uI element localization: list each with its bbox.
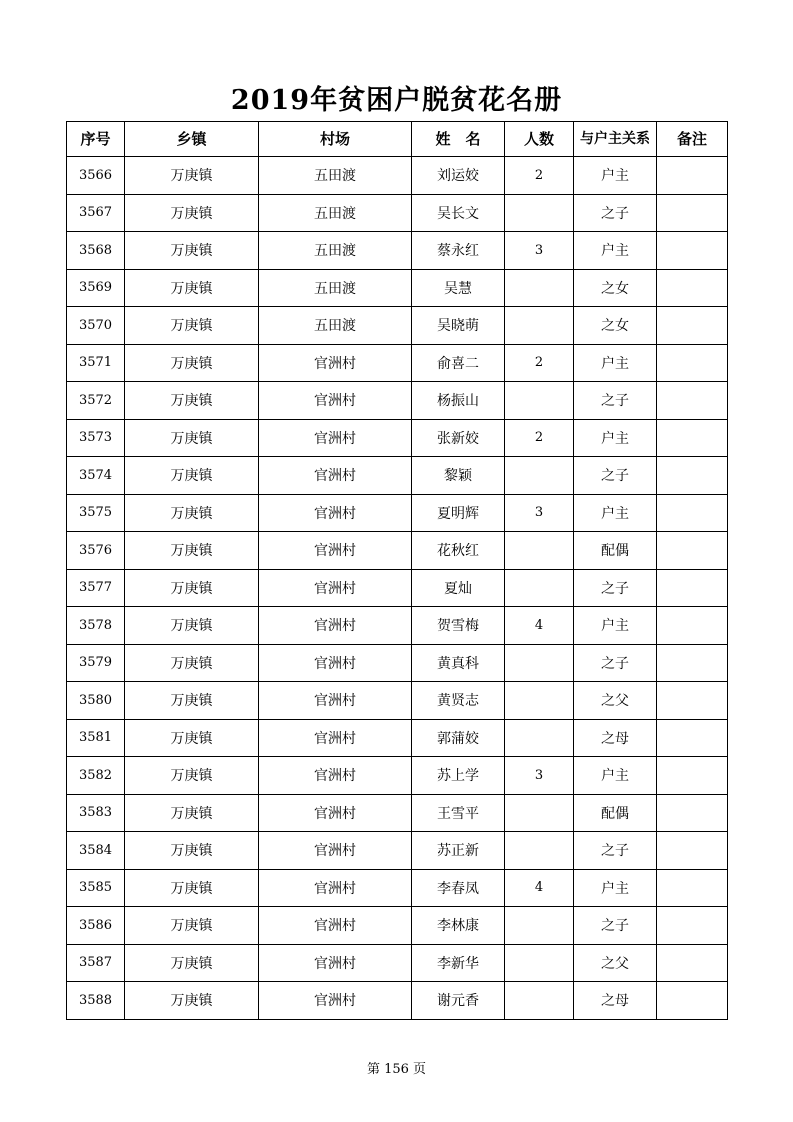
cell-note	[657, 382, 728, 420]
cell-serial: 3574	[67, 457, 125, 495]
cell-village: 官洲村	[259, 382, 412, 420]
cell-town: 万庚镇	[125, 682, 259, 720]
cell-count	[505, 194, 574, 232]
header-serial: 序号	[67, 122, 125, 157]
table-row	[67, 382, 728, 420]
cell-serial: 3573	[67, 419, 125, 457]
table-row	[67, 157, 728, 195]
cell-count	[505, 682, 574, 720]
cell-relation: 配偶	[574, 532, 657, 570]
cell-town: 万庚镇	[125, 794, 259, 832]
header-name: 姓 名	[412, 122, 505, 157]
cell-note	[657, 307, 728, 345]
cell-count	[505, 457, 574, 495]
cell-village: 官洲村	[259, 794, 412, 832]
cell-relation: 户主	[574, 607, 657, 645]
cell-relation: 之子	[574, 457, 657, 495]
cell-note	[657, 532, 728, 570]
cell-serial: 3568	[67, 232, 125, 270]
cell-town: 万庚镇	[125, 982, 259, 1020]
cell-name: 黄贤志	[412, 682, 505, 720]
table-row	[67, 269, 728, 307]
cell-name: 王雪平	[412, 794, 505, 832]
cell-name: 郭蒲姣	[412, 719, 505, 757]
cell-relation: 户主	[574, 232, 657, 270]
poverty-roster-table	[66, 121, 728, 1020]
cell-serial: 3577	[67, 569, 125, 607]
cell-town: 万庚镇	[125, 907, 259, 945]
cell-village: 官洲村	[259, 757, 412, 795]
cell-count	[505, 644, 574, 682]
cell-town: 万庚镇	[125, 869, 259, 907]
cell-note	[657, 644, 728, 682]
cell-note	[657, 569, 728, 607]
cell-village: 官洲村	[259, 869, 412, 907]
cell-note	[657, 157, 728, 195]
cell-village: 五田渡	[259, 269, 412, 307]
cell-name: 贺雪梅	[412, 607, 505, 645]
cell-note	[657, 607, 728, 645]
cell-town: 万庚镇	[125, 757, 259, 795]
cell-note	[657, 719, 728, 757]
cell-serial: 3569	[67, 269, 125, 307]
cell-town: 万庚镇	[125, 232, 259, 270]
cell-note	[657, 457, 728, 495]
cell-count: 2	[505, 157, 574, 195]
cell-town: 万庚镇	[125, 419, 259, 457]
cell-name: 谢元香	[412, 982, 505, 1020]
cell-serial: 3578	[67, 607, 125, 645]
table-row	[67, 419, 728, 457]
cell-name: 黄真科	[412, 644, 505, 682]
cell-name: 花秋红	[412, 532, 505, 570]
page-number: 第 156 页	[366, 1062, 427, 1077]
cell-name: 李林康	[412, 907, 505, 945]
cell-name: 吴长文	[412, 194, 505, 232]
cell-name: 黎颖	[412, 457, 505, 495]
table-row	[67, 832, 728, 870]
table-row	[67, 607, 728, 645]
cell-serial: 3570	[67, 307, 125, 345]
table-row	[67, 982, 728, 1020]
cell-town: 万庚镇	[125, 494, 259, 532]
cell-village: 官洲村	[259, 607, 412, 645]
table-row	[67, 494, 728, 532]
cell-note	[657, 232, 728, 270]
cell-note	[657, 344, 728, 382]
cell-town: 万庚镇	[125, 157, 259, 195]
cell-town: 万庚镇	[125, 344, 259, 382]
cell-relation: 之子	[574, 382, 657, 420]
cell-note	[657, 907, 728, 945]
cell-count	[505, 832, 574, 870]
cell-relation: 之女	[574, 269, 657, 307]
cell-note	[657, 494, 728, 532]
cell-village: 五田渡	[259, 232, 412, 270]
cell-relation: 户主	[574, 157, 657, 195]
cell-serial: 3580	[67, 682, 125, 720]
cell-count: 3	[505, 757, 574, 795]
cell-serial: 3567	[67, 194, 125, 232]
cell-serial: 3576	[67, 532, 125, 570]
cell-serial: 3585	[67, 869, 125, 907]
cell-relation: 户主	[574, 419, 657, 457]
cell-town: 万庚镇	[125, 569, 259, 607]
cell-count	[505, 794, 574, 832]
cell-count	[505, 269, 574, 307]
cell-relation: 之子	[574, 644, 657, 682]
cell-town: 万庚镇	[125, 307, 259, 345]
cell-name: 刘运姣	[412, 157, 505, 195]
cell-town: 万庚镇	[125, 832, 259, 870]
cell-count	[505, 382, 574, 420]
cell-serial: 3586	[67, 907, 125, 945]
cell-serial: 3581	[67, 719, 125, 757]
cell-relation: 之母	[574, 982, 657, 1020]
table-row	[67, 532, 728, 570]
cell-village: 官洲村	[259, 719, 412, 757]
cell-relation: 户主	[574, 757, 657, 795]
cell-note	[657, 194, 728, 232]
cell-serial: 3571	[67, 344, 125, 382]
cell-count	[505, 307, 574, 345]
cell-count	[505, 944, 574, 982]
cell-village: 官洲村	[259, 344, 412, 382]
header-village: 村场	[259, 122, 412, 157]
header-town: 乡镇	[125, 122, 259, 157]
cell-relation: 之父	[574, 944, 657, 982]
cell-count: 4	[505, 869, 574, 907]
cell-count: 3	[505, 494, 574, 532]
cell-name: 俞喜二	[412, 344, 505, 382]
cell-name: 李春凤	[412, 869, 505, 907]
cell-note	[657, 944, 728, 982]
cell-name: 蔡永红	[412, 232, 505, 270]
cell-count	[505, 532, 574, 570]
cell-relation: 之子	[574, 907, 657, 945]
cell-serial: 3584	[67, 832, 125, 870]
cell-serial: 3587	[67, 944, 125, 982]
cell-village: 官洲村	[259, 982, 412, 1020]
cell-relation: 之子	[574, 194, 657, 232]
header-relation: 与户主关系	[574, 122, 657, 157]
cell-count: 2	[505, 344, 574, 382]
cell-town: 万庚镇	[125, 457, 259, 495]
table-header-row	[67, 122, 728, 157]
cell-village: 官洲村	[259, 419, 412, 457]
cell-town: 万庚镇	[125, 944, 259, 982]
cell-relation: 户主	[574, 494, 657, 532]
table-row	[67, 194, 728, 232]
cell-village: 官洲村	[259, 569, 412, 607]
cell-village: 官洲村	[259, 832, 412, 870]
cell-count	[505, 907, 574, 945]
table-row	[67, 794, 728, 832]
cell-town: 万庚镇	[125, 382, 259, 420]
cell-note	[657, 794, 728, 832]
table-row	[67, 719, 728, 757]
cell-relation: 配偶	[574, 794, 657, 832]
cell-town: 万庚镇	[125, 644, 259, 682]
cell-serial: 3579	[67, 644, 125, 682]
cell-serial: 3583	[67, 794, 125, 832]
header-count: 人数	[505, 122, 574, 157]
cell-relation: 之子	[574, 832, 657, 870]
cell-relation: 之子	[574, 569, 657, 607]
cell-relation: 之母	[574, 719, 657, 757]
cell-name: 吴慧	[412, 269, 505, 307]
cell-town: 万庚镇	[125, 269, 259, 307]
table-row	[67, 644, 728, 682]
cell-name: 苏上学	[412, 757, 505, 795]
table-row	[67, 682, 728, 720]
cell-village: 官洲村	[259, 532, 412, 570]
cell-town: 万庚镇	[125, 532, 259, 570]
cell-note	[657, 757, 728, 795]
cell-relation: 之父	[574, 682, 657, 720]
cell-serial: 3566	[67, 157, 125, 195]
table-row	[67, 344, 728, 382]
cell-name: 张新姣	[412, 419, 505, 457]
table-row	[67, 757, 728, 795]
page-title: 2019年贫困户脱贫花名册	[230, 85, 563, 116]
cell-name: 吴晓萌	[412, 307, 505, 345]
cell-note	[657, 682, 728, 720]
cell-count	[505, 982, 574, 1020]
table-row	[67, 457, 728, 495]
cell-town: 万庚镇	[125, 719, 259, 757]
table-row	[67, 907, 728, 945]
cell-name: 杨振山	[412, 382, 505, 420]
table-row	[67, 944, 728, 982]
cell-village: 官洲村	[259, 907, 412, 945]
table-row	[67, 869, 728, 907]
cell-count: 3	[505, 232, 574, 270]
cell-town: 万庚镇	[125, 194, 259, 232]
cell-relation: 户主	[574, 344, 657, 382]
cell-relation: 户主	[574, 869, 657, 907]
cell-serial: 3575	[67, 494, 125, 532]
table-row	[67, 232, 728, 270]
cell-count	[505, 719, 574, 757]
cell-name: 夏灿	[412, 569, 505, 607]
table-row	[67, 569, 728, 607]
cell-count	[505, 569, 574, 607]
cell-village: 官洲村	[259, 644, 412, 682]
cell-town: 万庚镇	[125, 607, 259, 645]
cell-name: 夏明辉	[412, 494, 505, 532]
cell-village: 官洲村	[259, 494, 412, 532]
cell-name: 苏正新	[412, 832, 505, 870]
cell-serial: 3572	[67, 382, 125, 420]
cell-name: 李新华	[412, 944, 505, 982]
cell-note	[657, 832, 728, 870]
cell-note	[657, 419, 728, 457]
cell-village: 官洲村	[259, 457, 412, 495]
table-row	[67, 307, 728, 345]
header-note: 备注	[657, 122, 728, 157]
cell-note	[657, 269, 728, 307]
cell-note	[657, 982, 728, 1020]
cell-note	[657, 869, 728, 907]
cell-village: 官洲村	[259, 682, 412, 720]
cell-village: 五田渡	[259, 194, 412, 232]
cell-count: 2	[505, 419, 574, 457]
cell-serial: 3582	[67, 757, 125, 795]
cell-village: 官洲村	[259, 944, 412, 982]
cell-relation: 之女	[574, 307, 657, 345]
cell-serial: 3588	[67, 982, 125, 1020]
cell-village: 五田渡	[259, 157, 412, 195]
cell-village: 五田渡	[259, 307, 412, 345]
cell-count: 4	[505, 607, 574, 645]
